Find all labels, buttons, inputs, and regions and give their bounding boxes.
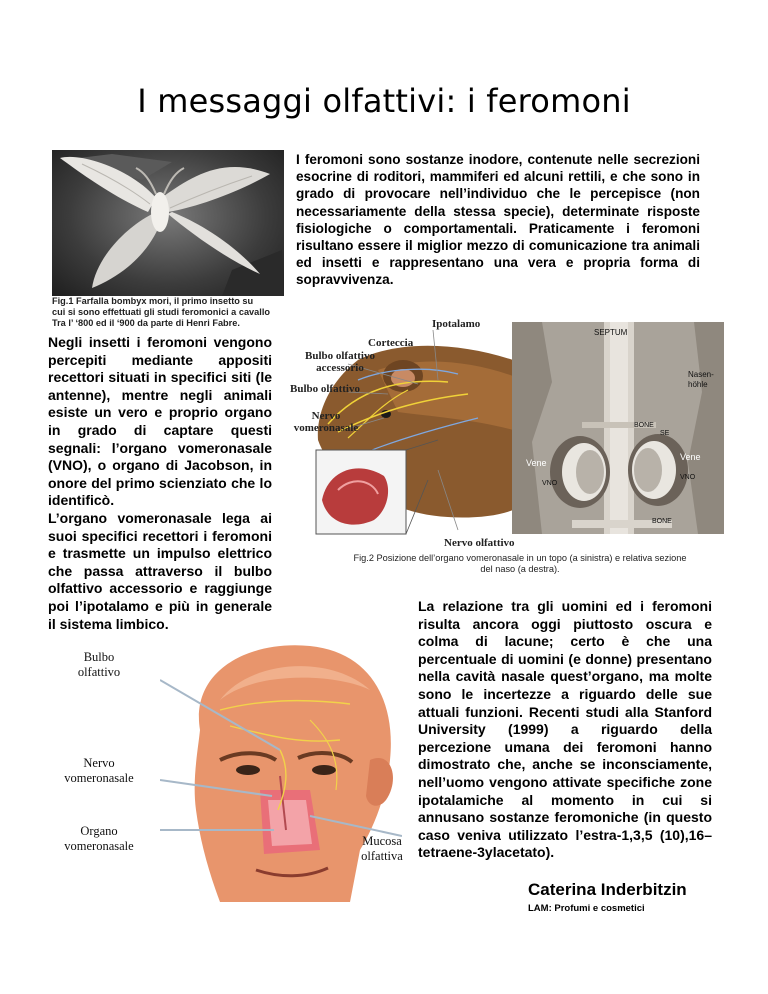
left-paragraph-1: Negli insetti i feromoni vengono percepiti mediante appositi recettori situati in specifici siti (le antenne), mentre negli animali esiste un vero e proprio organo in grado di captare questi segnali: l’organo vomeronasale (VNO), o organo di Jacobson, in onore del primo scienziato che lo identificò. bbox=[48, 334, 272, 509]
author-name: Caterina Inderbitzin bbox=[528, 880, 687, 899]
intro-paragraph: I feromoni sono sostanze inodore, contenute nelle secrezioni esocrine di roditori, mammiferi ed alcuni rettili, e che sono in grado di provocare nell’individuo che le percepisce (non necessariamente della stessa specie), determinate risposte fisiologiche o comportamentali. Praticamente i feromoni risultano essere il miglior mezzo di comunicazione tra animali ed insetti e rappresentano una vera e propria forma di sopravvivenza. bbox=[296, 152, 700, 288]
page-title: I messaggi olfattivi: i feromoni bbox=[137, 82, 631, 120]
section-label-vno-left: VNO bbox=[542, 480, 558, 487]
section-label-bone-top: BONE bbox=[634, 422, 654, 429]
label-nervo-vomeronasale: Nervo vomeronasale bbox=[293, 410, 359, 434]
section-label-septum: SEPTUM bbox=[594, 328, 628, 337]
section-label-vene-left: Vene bbox=[526, 458, 547, 468]
section-label-vno-right: VNO bbox=[680, 474, 696, 481]
section-label-vene-right: Vene bbox=[680, 452, 701, 462]
head-label-organo: Organo vomeronasale bbox=[64, 824, 134, 853]
section-label-nasenhoehle: Nasen- höhle bbox=[688, 370, 714, 389]
fig1-caption: Fig.1 Farfalla bombyx mori, il primo insetto su cui si sono effettuati gli studi feromonici a cavallo Tra l’ ‘800 ed il ‘900 da parte di Henri Fabre. bbox=[52, 296, 270, 328]
section-label-bone-bottom: BONE bbox=[652, 518, 672, 525]
head-label-bulbo: Bulbo olfattivo bbox=[77, 650, 121, 679]
head-label-nervo: Nervo vomeronasale bbox=[64, 756, 134, 785]
label-corteccia: Corteccia bbox=[368, 337, 414, 349]
section-label-se: SE bbox=[660, 430, 670, 437]
fig2-caption: Fig.2 Posizione dell’organo vomeronasale in un topo (a sinistra) e relativa sezione del naso (a destra). bbox=[353, 553, 687, 574]
author-affiliation: LAM: Profumi e cosmetici bbox=[528, 903, 645, 914]
left-paragraph-2: L’organo vomeronasale lega ai suoi specifici recettori i feromoni e trasmette un impulso elettrico che passa attraverso il bulbo olfattivo accessorio e raggiunge poi l’ipotalamo e più in generale il sistema limbico. bbox=[48, 510, 272, 632]
moth-photo bbox=[52, 150, 284, 296]
label-ipotalamo: Ipotalamo bbox=[432, 318, 481, 330]
label-bulbo-olfattivo: Bulbo olfattivo bbox=[290, 383, 360, 395]
label-bulbo-accessorio: Bulbo olfattivo accessorio bbox=[305, 350, 375, 374]
label-nervo-olfattivo: Nervo olfattivo bbox=[444, 537, 515, 549]
head-label-mucosa: Mucosa olfattiva bbox=[361, 834, 403, 863]
right-paragraph: La relazione tra gli uomini ed i feromoni risulta ancora oggi piuttosto oscura e colma di lacune; certo è che una percentuale di uomini (e donne) presentano nella cavità nasale quest’organo, ma molte sono le incertezze a riguardo delle sue attuali funzioni. Recenti studi alla Stanford University (1999) a riguardo della percezione umana dei feromoni hanno dimostrato che, anche se inconsciamente, nell’uomo vengono attivate specifiche zone ipotalamiche al momento in cui si annusano sostanze feromoniche (in questo caso veniva utilizzato l’estra-1,3,5 (10),16–tetraene-3ylacetato). bbox=[418, 598, 712, 861]
nasal-section-image bbox=[512, 322, 724, 534]
